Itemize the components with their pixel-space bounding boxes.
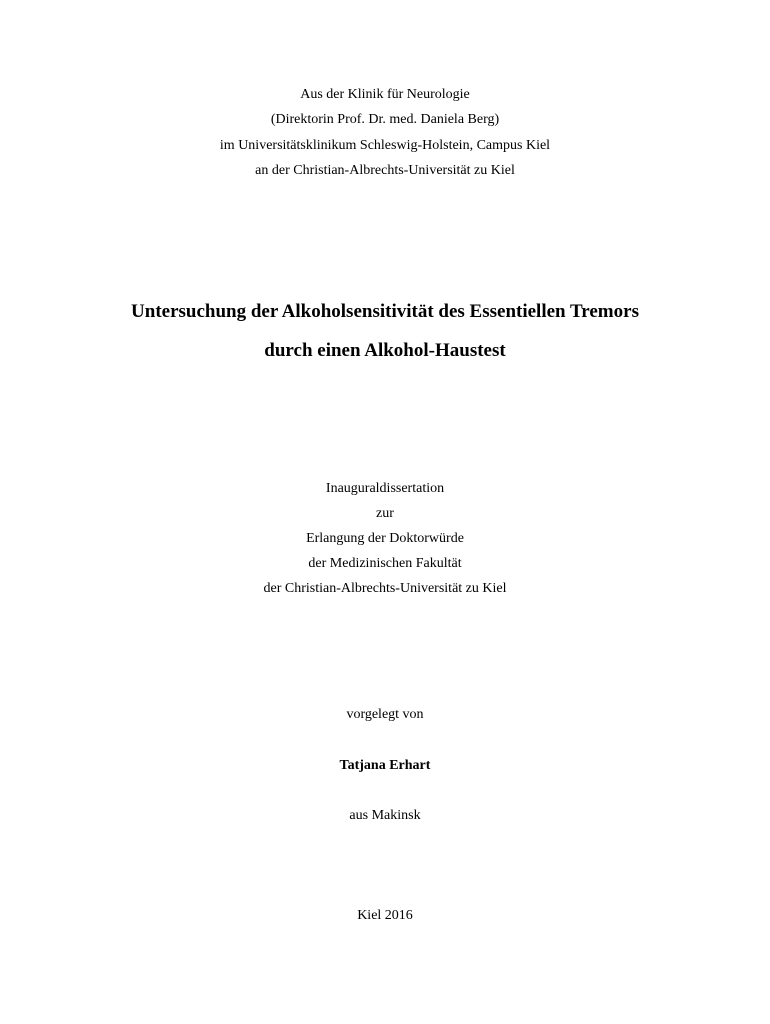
dissertation-purpose: Erlangung der Doktorwürde bbox=[306, 531, 464, 546]
university-name: an der Christian-Albrechts-Universität zu Kiel bbox=[255, 163, 515, 178]
presented-by-label: vorgelegt von bbox=[346, 707, 424, 722]
faculty-name: der Medizinischen Fakultät bbox=[308, 556, 462, 571]
dissertation-purpose-prefix: zur bbox=[376, 506, 394, 521]
clinic-name: Aus der Klinik für Neurologie bbox=[300, 87, 470, 102]
author-origin: aus Makinsk bbox=[349, 808, 421, 823]
faculty-university: der Christian-Albrechts-Universität zu Kiel bbox=[263, 581, 507, 596]
clinic-director: (Direktorin Prof. Dr. med. Daniela Berg) bbox=[270, 112, 500, 127]
thesis-title-line-2: durch einen Alkohol-Haustest bbox=[264, 340, 506, 361]
author-name: Tatjana Erhart bbox=[339, 758, 431, 773]
thesis-title-line-1: Untersuchung der Alkoholsensitivität des Essentiellen Tremors bbox=[131, 301, 639, 322]
hospital-name: im Universitätsklinikum Schleswig-Holstein, Campus Kiel bbox=[219, 138, 551, 153]
place-and-year: Kiel 2016 bbox=[357, 908, 413, 923]
dissertation-type: Inauguraldissertation bbox=[325, 481, 445, 496]
